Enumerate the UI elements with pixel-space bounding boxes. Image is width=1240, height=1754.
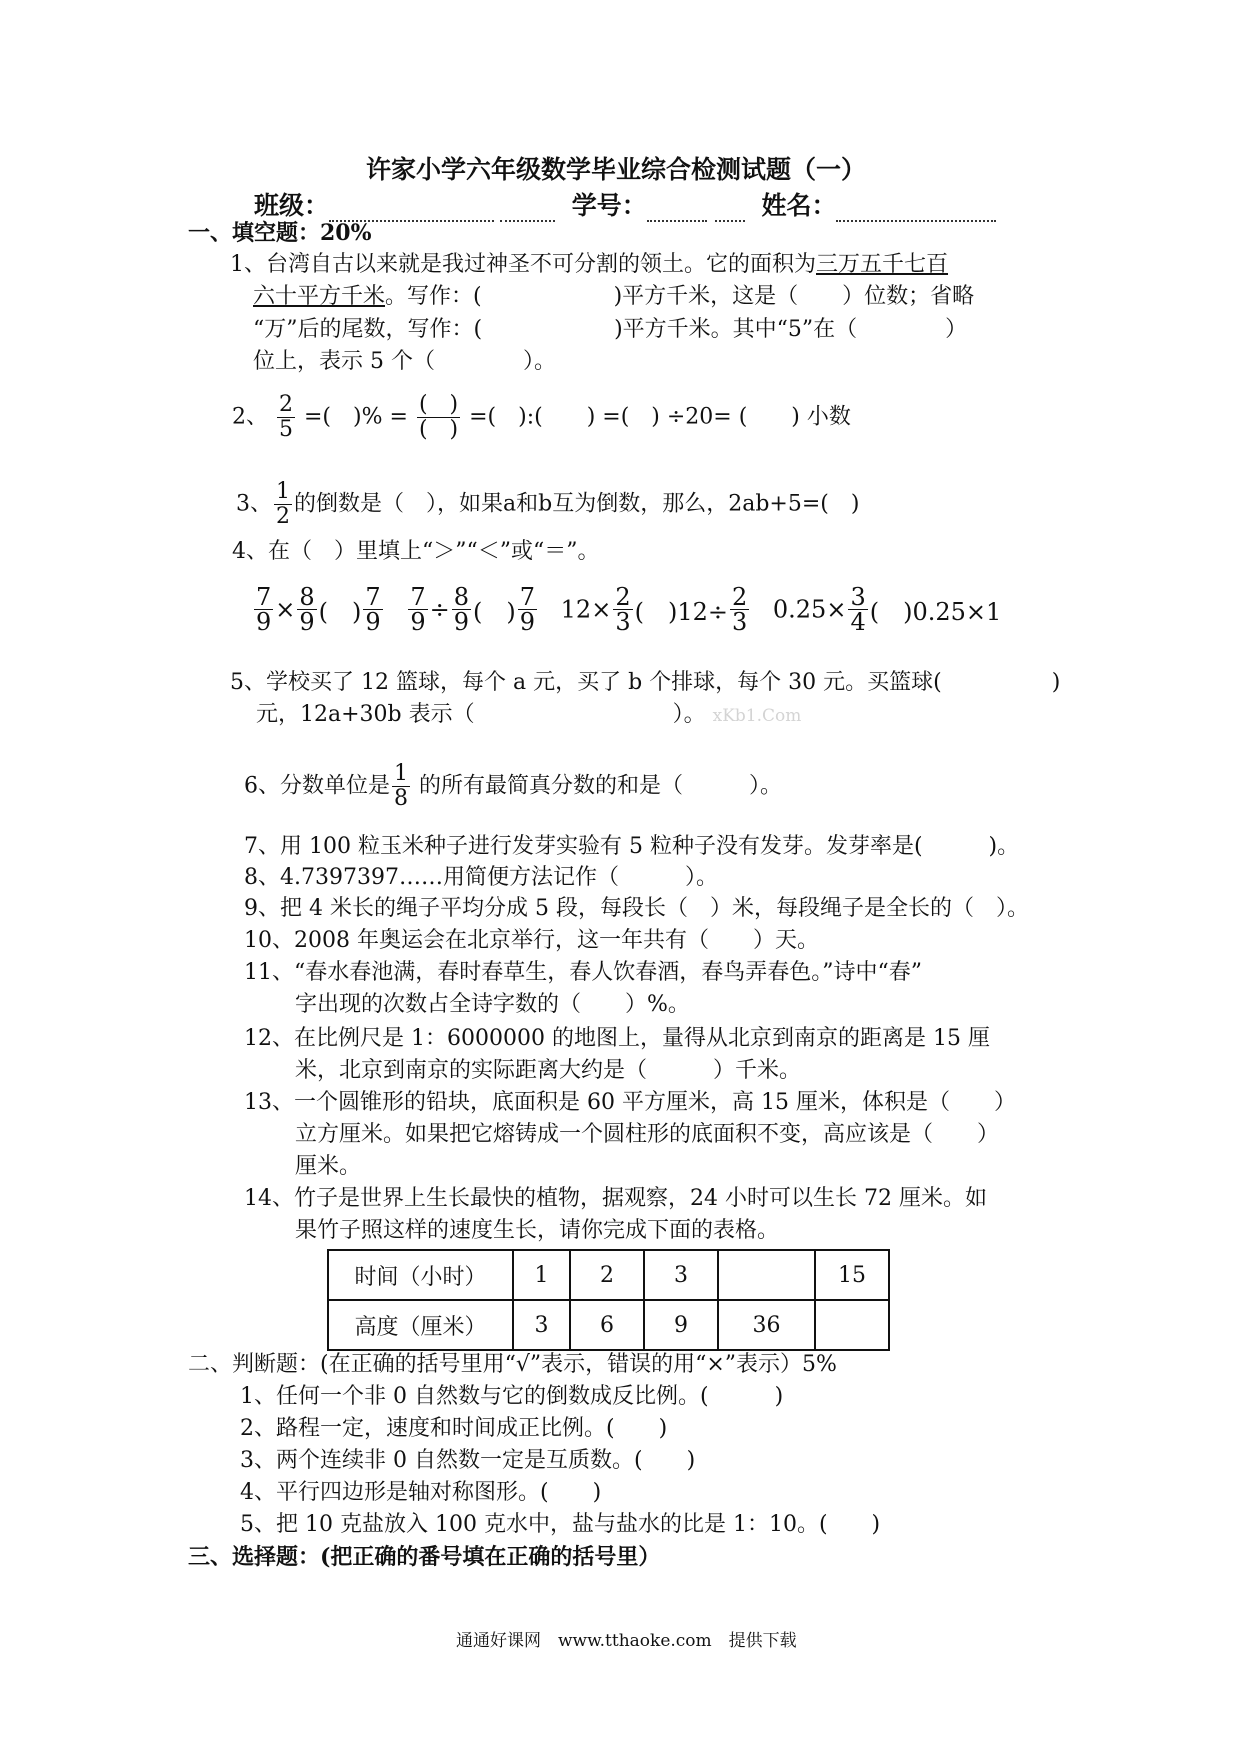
q1-area-underlined-b: 六十平方千米	[253, 284, 386, 309]
section-fill-blank-heading: 一、填空题：20%	[188, 220, 372, 246]
q2-line	[232, 393, 851, 442]
q2-tail: =( ):( ) =( ) ÷20= ( ) 小数	[469, 404, 851, 430]
frac-den: 9	[519, 608, 536, 636]
number-blank[interactable]	[647, 198, 707, 222]
judge-item-3: 3、两个连续非 0 自然数一定是互质数。( )	[240, 1448, 696, 1473]
q14-line2: 果竹子照这样的速度生长，请你完成下面的表格。	[295, 1218, 780, 1243]
frac-den: 3	[731, 608, 748, 636]
section-judge-heading: 二、判断题：(在正确的括号里用“√”表示，错误的用“×”表示）5%	[188, 1352, 837, 1377]
frac-num: 8	[299, 583, 315, 611]
table-cell: 3	[644, 1250, 718, 1300]
q5-line1: 5、学校买了 12 篮球，每个 a 元，买了 b 个排球，每个 30 元。买篮球( )	[230, 670, 1061, 695]
compare-blank: ( )0.25×1	[869, 598, 1002, 626]
frac-den: 4	[850, 608, 866, 636]
frac-den: 9	[299, 608, 315, 636]
class-label: 班级：	[254, 191, 330, 220]
q1-line2	[253, 282, 974, 312]
frac-den: 9	[256, 608, 272, 636]
table-cell: 时间（小时）	[328, 1250, 513, 1300]
table-cell: 高度（厘米）	[328, 1300, 513, 1350]
q5-line2	[256, 700, 801, 731]
q9-line: 9、把 4 米长的绳子平均分成 5 段，每段长（ ）米，每段绳子是全长的（ ）。	[244, 896, 1029, 921]
q6-tail: 的所有最简真分数的和是（ ）。	[412, 773, 782, 799]
page-footer: 通通好课网 www.tthaoke.com 提供下载	[456, 1631, 797, 1651]
frac-den: 9	[365, 608, 381, 636]
q10-line: 10、2008 年奥运会在北京举行，这一年共有（ ）天。	[244, 928, 819, 953]
table-cell[interactable]	[815, 1300, 889, 1350]
q1-area-underlined-a: 三万五千七百	[816, 252, 949, 277]
q2-fraction-numerator: 2	[279, 392, 293, 417]
q1-line1	[230, 250, 948, 280]
page-title: 许家小学六年级数学毕业综合检测试题（一）	[366, 155, 867, 184]
frac-num: 2	[615, 583, 631, 611]
table-cell: 2	[570, 1250, 644, 1300]
frac-den: 9	[410, 608, 426, 636]
q14-line1: 14、竹子是世界上生长最快的植物，据观察，24 小时可以生长 72 厘米。如	[244, 1186, 987, 1211]
q4-compare-3	[560, 583, 759, 636]
q3-number: 3、	[236, 491, 272, 517]
judge-item-1: 1、任何一个非 0 自然数与它的倒数成反比例。( )	[240, 1384, 784, 1409]
q1-line3: “万”后的尾数，写作：( )平方千米。其中“5”在（ ）	[253, 317, 968, 342]
frac-num: 8	[453, 583, 469, 611]
frac-den: 9	[453, 608, 469, 636]
number-label: 学号：	[571, 191, 647, 220]
q2-fraction	[277, 393, 295, 442]
q3-line	[236, 480, 859, 529]
class-blank-extra[interactable]	[500, 198, 555, 222]
q12-line1: 12、在比例尺是 1：6000000 的地图上，量得从北京到南京的距离是 15 厘	[244, 1026, 990, 1051]
q5-text: 元，12a+30b 表示（ ）。	[256, 702, 706, 727]
watermark: xKb1.Com	[712, 706, 802, 726]
frac-num: 7	[410, 583, 426, 611]
table-cell: 15	[815, 1250, 889, 1300]
q2-percent-blank: =( )% =	[304, 404, 408, 430]
table-cell: 36	[718, 1300, 815, 1350]
student-info-line	[254, 186, 996, 222]
op: ×	[275, 595, 296, 624]
q1-text-a: 1、台湾自古以来就是我过神圣不可分割的领土。它的面积为	[230, 252, 816, 277]
q2-blank-fraction	[417, 393, 460, 442]
q8-line: 8、4.7397397……用简便方法记作（ ）。	[244, 865, 718, 890]
q3-fraction	[274, 480, 292, 529]
q6-line	[244, 762, 782, 811]
q6-fraction-numerator: 1	[394, 761, 408, 786]
q11-line2: 字出现的次数占全诗字数的（ ）%。	[295, 992, 690, 1017]
q3-fraction-denominator: 2	[276, 504, 290, 529]
bamboo-growth-table	[327, 1249, 890, 1351]
expr: 12×	[560, 595, 612, 624]
table-cell: 6	[570, 1300, 644, 1350]
q4-comparisons	[252, 585, 1001, 634]
q2-number: 2、	[232, 404, 268, 430]
judge-item-2: 2、路程一定，速度和时间成正比例。( )	[240, 1416, 668, 1441]
name-label: 姓名：	[761, 191, 837, 220]
q11-line1: 11、“春水春池满，春时春草生，春人饮春酒，春鸟弄春色。”诗中“春”	[244, 960, 922, 985]
frac-den: 3	[615, 608, 631, 636]
table-cell[interactable]	[718, 1250, 815, 1300]
table-cell: 3	[513, 1300, 570, 1350]
q6-text: 6、分数单位是	[244, 773, 390, 799]
compare-blank: ( )	[473, 598, 516, 626]
frac-num: 7	[365, 583, 381, 611]
judge-item-5: 5、把 10 克盐放入 100 克水中，盐与盐水的比是 1：10。( )	[240, 1512, 881, 1537]
q1-line4: 位上，表示 5 个（ ）。	[253, 349, 556, 374]
table-cell: 1	[513, 1250, 570, 1300]
expr: 0.25×	[772, 595, 847, 624]
name-blank[interactable]	[836, 198, 996, 222]
op: ÷	[429, 595, 450, 624]
q13-line3: 厘米。	[295, 1154, 362, 1179]
q4-compare-4	[772, 583, 1002, 636]
q13-line1: 13、一个圆锥形的铅块，底面积是 60 平方厘米，高 15 厘米，体积是（ ）	[244, 1090, 1016, 1115]
q6-fraction-denominator: 8	[394, 786, 408, 811]
judge-item-4: 4、平行四边形是轴对称图形。( )	[240, 1480, 602, 1505]
number-blank-extra[interactable]	[715, 198, 745, 222]
q2-fraction-denominator: 5	[279, 417, 293, 442]
frac-num: 7	[256, 583, 272, 611]
table-row	[328, 1250, 889, 1300]
q4-compare-1	[252, 583, 392, 636]
table-row	[328, 1300, 889, 1350]
q2-blank-denominator: ( )	[418, 417, 459, 442]
q13-line2: 立方厘米。如果把它熔铸成一个圆柱形的底面积不变，高应该是（ ）	[295, 1122, 1000, 1147]
compare-blank: ( )12÷	[634, 598, 728, 626]
compare-blank: ( )	[318, 598, 362, 626]
q4-compare-2	[406, 583, 546, 636]
table-cell: 9	[644, 1300, 718, 1350]
q12-line2: 米，北京到南京的实际距离大约是（ ）千米。	[295, 1058, 802, 1083]
q1-text-b: 。写作：( )平方千米，这是（ ）位数；省略	[385, 284, 975, 309]
q7-line: 7、用 100 粒玉米种子进行发芽实验有 5 粒种子没有发芽。发芽率是( )。	[244, 834, 1020, 859]
q4-instruction: 4、在（ ）里填上“＞”“＜”或“＝”。	[232, 539, 600, 564]
q2-blank-numerator: ( )	[418, 392, 459, 417]
frac-num: 2	[731, 583, 748, 611]
section-choice-heading: 三、选择题：(把正确的番号填在正确的括号里）	[188, 1544, 661, 1570]
frac-num: 7	[519, 583, 536, 611]
q3-tail: 的倒数是（ ），如果a和b互为倒数，那么，2ab+5=( )	[294, 491, 860, 517]
q3-fraction-numerator: 1	[276, 479, 290, 504]
frac-num: 3	[850, 583, 866, 611]
